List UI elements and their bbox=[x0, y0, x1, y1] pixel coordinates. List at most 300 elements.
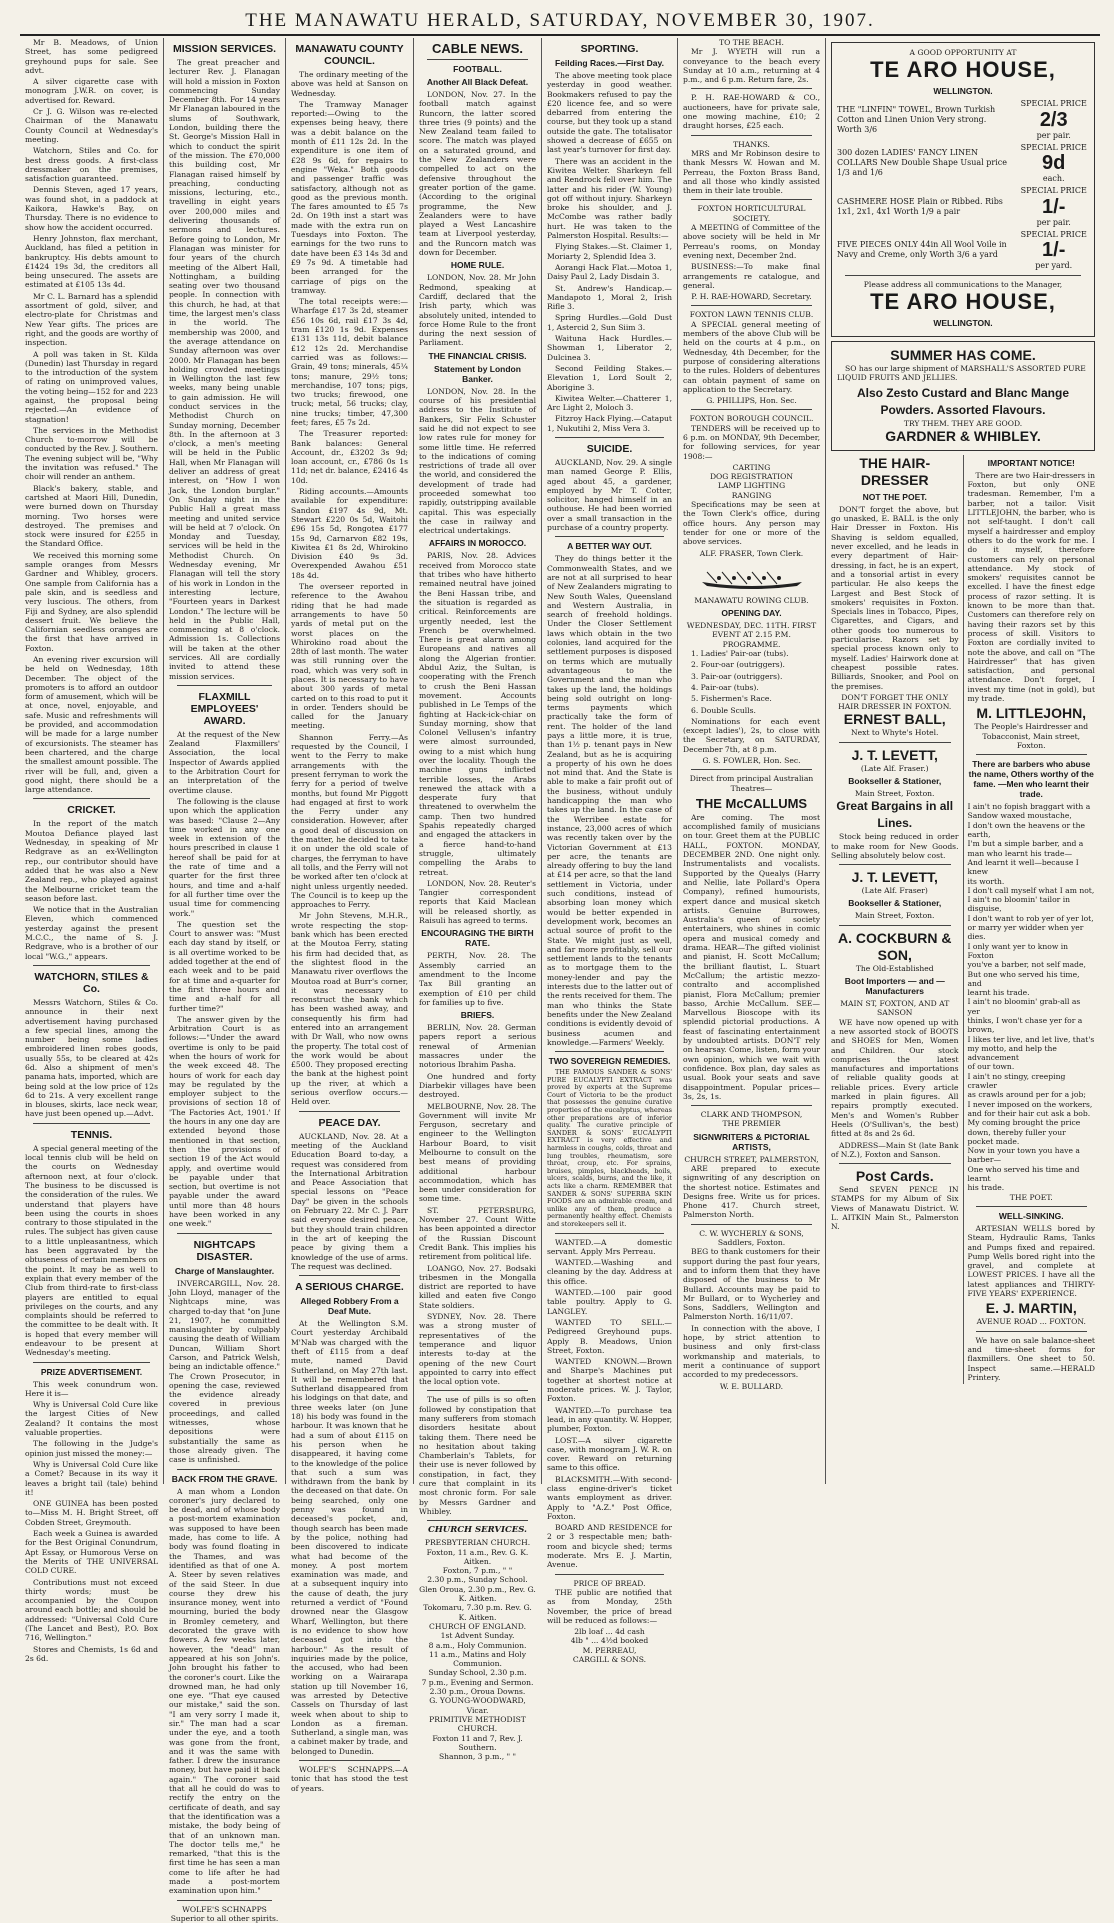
flaxmill-para: The question set the Court to answer was: "Must each day stand by itself, or is all overtime worked to be added together at the end of each week and to be paid for at time and a-quarter for the first three hours and time and a-half for all further time?" bbox=[169, 919, 280, 1013]
church-line: 2.30 p.m., Oroua Downs. bbox=[429, 1687, 526, 1697]
pills-para: The use of pills is so often followed by constipation that many sufferers from stomach disorders hesitate about taking them. There need be no hesitation about taking Chamberlain's Tablets, for their use is never followed by constipation, in fact, they cure that complaint in its most chronic form. For sale by Messrs Gardner and Whibley. bbox=[419, 1395, 536, 1516]
poem-line: I'm but a simple barber, and a bbox=[967, 839, 1084, 849]
divider bbox=[691, 769, 812, 770]
divider bbox=[177, 1233, 272, 1234]
sporting-para: Aorangi Hack Flat.—Motoa 1, Daisy Paul 2, Lady Disdain 3. bbox=[547, 262, 672, 282]
divider bbox=[555, 437, 664, 438]
borough-para: TENDERS will be received up to 6 p.m. on MONDAY, 9th December, for following services, for year 1908:— bbox=[683, 423, 820, 461]
classified-ad: WANTED.—Washing and cleaning by the day. Address at this office. bbox=[547, 1258, 672, 1286]
robbery-para: At the Wellington S.M. Court yesterday Archibald M'Nab was charged with the theft of £115 from a deaf mute, named David Sutherland, on May 27th last. It will be remembered that Sutherland disappeared from his lodgings on that date, and three weeks later (on June 18) his body was found in the harbour. It was known that he had a sum of about £115 on his person when he disappeared, it having come to the knowledge of the police that such a sum was withdrawn from the bank by the deceased on that date. On being searched, only one penny was found in deceased's pocket, and, though search has been made by the police, nothing had been discovered to indicate what had become of the money. A post mortem examination was made, and at a subsequent inquiry into the cause of death, the jury returned a verdict of "Found drowned near the Glasgow Wharf, Wellington, but there is no evidence to show how deceased got into the harbour." As the result of inquiries made by the police, the accused, who had been working on a Wairarapa station up till November 16, was arrested by Detective Cassels on Thursday of last week when about to ship to London as a fireman. Sutherland, a single man, was a cabinet maker by trade, and belonged to Dunedin. bbox=[291, 1319, 408, 1756]
divider bbox=[691, 1224, 812, 1225]
council-para: The Tramway Manager reported:—Owing to the expenses being heavy, there was a debit balance on the month of £11 12s 2d. In the expenditure is one item of £28 9s 6d, for repairs to engine "Weka." Both goods and passenger traffic was satisfactory, although not as good as the previous month. The fares amounted to £5 7s 2d. On 19th inst a start was made with the extra run on Tuesdays into Foxton. The earnings for the two runs to date have been £3 14s 3d and £9 7s 9d. A timetable had been arranged for the carriage of pigs on the tramway. bbox=[291, 99, 408, 295]
try-line: TRY THEM. THEY ARE GOOD. bbox=[903, 418, 1023, 428]
suicide-heading: SUICIDE. bbox=[586, 442, 633, 455]
price-label: SPECIAL PRICE bbox=[1020, 99, 1087, 109]
divider bbox=[299, 1760, 400, 1761]
cockburn-address-line: ADDRESS—Main St (late Bank of N.Z.), Foxton and Sanson. bbox=[831, 1140, 959, 1159]
clark-heading: CLARK AND THOMPSON, bbox=[700, 1110, 803, 1120]
prize-para: Why is Universal Cold Cure like a Comet? Because in its way it leaves a bright tail (tale) behind it! bbox=[25, 1459, 158, 1497]
price-unit: per pair. bbox=[1036, 217, 1071, 227]
horticultural-heading: FOXTON HORTICULTURAL SOCIETY. bbox=[697, 204, 806, 223]
flaxmill-para: The answer given by the Arbitration Court is as follows:—"Under the award overtime is only to be paid when the hours of work for the week exceed 48. The hours of work for each day may be regulated by the employer subject to the provisions of section 18 of 'The Factories Act, 1901.' If the hours in any one day are extended beyond those mentioned in that section, then the provisions of section 19 of the Act would apply, and overtime would be payable under that section, but overtime is not payable under the award until more than 48 hours have been worked in any one week." bbox=[169, 1014, 280, 1229]
local-para: A silver cigarette case with monogram J.W.R. on cover, is advertised for. Reward. bbox=[25, 77, 158, 105]
cockburn-para: WE have now opened up with a new assorted stock of BOOTS and SHOES for Men, Women and Children. Our stock comprises the latest manufactures and importations of reliable quality goods at reliable prices. Every article marked in plain figures. All repairs promptly executed. Men's and Women's Rubber Heels (O'Sullivan's, the best) fitted at 8s and 2s 6d. bbox=[831, 1017, 959, 1139]
poem-line: I don't call myself what I am not, bbox=[967, 885, 1095, 895]
church-line: Shannon, 3 p.m., " " bbox=[438, 1752, 517, 1762]
church-line: Sunday School, 2.30 p.m. bbox=[428, 1668, 527, 1678]
important-heading: IMPORTANT NOTICE! bbox=[987, 457, 1075, 468]
local-para: Henry Johnston, flax merchant, Auckland, has filed a petition in bankruptcy. His debts amount to £1424 19s 3d, the creditors all being unsecured. The assets are estimated at £105 13s 4d. bbox=[25, 233, 158, 290]
briefs-para: ST. PETERSBURG, November 27. Count Witte has been appointed a director of the Russian Discount Credit Bank. This implies his retirement from political life. bbox=[419, 1205, 536, 1262]
local-para: Cr J. G. Wilson was re-elected Chairman of the Manawatu County Council at Wednesday's meeting. bbox=[25, 107, 158, 144]
poem-signature: THE POET. bbox=[1009, 1192, 1053, 1202]
tennis-para: A special general meeting of the local tennis club will be held on the courts on Wednesday afternoon next, at four o'clock. The business to be discussed is the consideration of the rules. We understand that players have been using the courts in shoes contrary to those stipulated in the rules. The subject has given cause to a little unpleasantness, which has been aggravated by the obtuseness of certain members on the point. It may be as well to explain that every member of the Club from third-rate to first-class players are entitled to equal privileges on the courts, and any complaints should be referred to the committee to be dealt with. It is hoped that every member will endeavour to be present at Wednesday's meeting. bbox=[25, 1143, 159, 1358]
sporting-para: Fitzroy Hack Flying.—Cataput 1, Nukutihi 2, Miss Vera 3. bbox=[547, 414, 672, 433]
poem-line: pocket made. bbox=[967, 1136, 1020, 1146]
poem-line: But one who served his time, and bbox=[967, 969, 1080, 988]
birthrate-heading: ENCOURAGING THE BIRTH RATE. bbox=[421, 928, 534, 949]
divider bbox=[691, 305, 812, 306]
programme-item: 2. Four-oar (outriggers). bbox=[691, 660, 785, 670]
te-aro-item bbox=[837, 99, 1089, 140]
football-subheading: Another All Black Defeat. bbox=[426, 77, 529, 87]
divider bbox=[976, 1206, 1088, 1207]
divider bbox=[299, 1111, 400, 1112]
divider bbox=[839, 925, 951, 926]
poem-line: you've a barber, not self made, bbox=[967, 960, 1086, 970]
bullard-signature: W. E. BULLARD. bbox=[719, 1381, 784, 1391]
divider bbox=[33, 798, 150, 799]
programme-signature: G. S. FOWLER, Hon. Sec. bbox=[702, 756, 801, 765]
watchorn-para: Messrs Watchorn, Stiles & Co. announce in their next advertisement having purchased a few special lines, among the number being some ladies embroidered linen robes goods, usually 55s, to be cleared at 42s 6d. Also a shipment of men's panama hats, imported, which are being sold at the low price of 12s 6d to 21s. A very excellent range in blouses, skirts, lace neck wear, have just been opened up.—Advt. bbox=[25, 997, 158, 1119]
borough-service: LAMP LIGHTING bbox=[717, 481, 786, 491]
levett-trade-2: Bookseller & Stationer, bbox=[848, 898, 942, 909]
sporting-para: Flying Stakes.—St. Claimer 1, Moriarty 2, Splendid Idea 3. bbox=[547, 242, 672, 261]
price-unit: per pair. bbox=[1036, 130, 1071, 140]
feilding-subheading: Feilding Races.—First Day. bbox=[555, 58, 664, 68]
poem-line: down, thereby fuller your bbox=[967, 1127, 1066, 1137]
martin-address: AVENUE ROAD ... FOXTON. bbox=[976, 1317, 1086, 1327]
church-line: G. YOUNG-WOODWARD, Vicar. bbox=[429, 1696, 526, 1715]
divider bbox=[299, 1275, 400, 1276]
thanks-heading: THANKS. bbox=[733, 139, 770, 149]
mccallums-para: Are coming. The most accomplished family of musicians on tour. Greet them at the PUBLIC HALL, FOXTON. MONDAY, DECEMBER 2ND. One night only. Instrumentalists and vocalists. Supported by the Quealys (Harry and Nellie, late Pollard's Opera Company), refined humourists, expert dance and musical sketch artists. Genuine Burrowes, Australia's queen of society entertainers, who shines in comic opera and musical comedy and drama. HEAR—The gifted violinist and pianist, H. Scott McCallum; the brilliant flautist, L. Stuart McCallum; the artistic mezzo-contralto and accomplished pianist, Flora McCallum; premier basso, Archie McCallum. SEE—Marvellous Bioscope with its splendid pictorial productions. A feast of fascinating entertainment by undoubted artists. DON'T rely on hearsay. Come, listen, form your own opinion, which we wait with confidence. Box plan, day sales as usual. Book your seats and save disappointment. Popular prices—3s, 2s, 1s. bbox=[683, 812, 820, 1101]
church-line: Foxton, 11 a.m., Rev. G. K. Aitken. bbox=[426, 1547, 529, 1566]
price-unit: each. bbox=[1042, 174, 1065, 184]
poem-line: barber— bbox=[967, 1155, 1002, 1165]
important-para: There are two Hair-dressers in Foxton, but only ONE tradesman. Remember, I'm a barber, not a tailor. Visit LITTLEJOHN, the barber, who is not self-taught. I don't call myself a hairdresser and employ others to do the work for me. I do it myself, therefore customers can rely on personal attendance. My stock of smokers' requisites cannot be excelled. I have the finest edge process of razor setting. It is known to be more than that. Customers can therefore rely on having their razors set by this process of skill. Visitors to Foxton are cordially invited to note the above, and call on "The Hairdresser" that has given satisfaction, and personal attendance. Don't forget, I invest my time (not in gold), but my trade. bbox=[967, 470, 1095, 703]
divider bbox=[845, 275, 1081, 276]
column-7 bbox=[826, 38, 1100, 1484]
programme-item: 6. Double Sculls. bbox=[691, 705, 756, 715]
church-line: Foxton, 7 p.m., " " bbox=[442, 1566, 513, 1576]
programme-item: 3. Pair-oar (outriggers). bbox=[691, 671, 783, 681]
column-1 bbox=[20, 38, 164, 1663]
price-label: SPECIAL PRICE bbox=[1020, 230, 1087, 240]
borough-para: Specifications may be seen at the Town Clerk's office, during office hours. Any person may tender for one or more of the above services. bbox=[683, 500, 820, 547]
bread-price: 2lb loaf ... 4d cash bbox=[574, 1627, 645, 1637]
prize-para: Why is Universal Cold Cure like the largest Cities of New Zealand? It contains the most valuable properties. bbox=[25, 1400, 158, 1438]
lawn-heading: FOXTON LAWN TENNIS CLUB. bbox=[689, 310, 814, 320]
council-para: Shannon Ferry.—As requested by the Council, I went to the Ferry to make arrangements with the present ferryman to work the ferry for a period of twelve months, but found Mr Piggott had engaged at first to work the Ferry under any consideration. However, after a good deal of discussion on the matter, he decided to take it on under the old scale of charges, the ferryman to have all tolls, and the Ferry will not be worked after ten o'clock at night unless urgently needed. The Council is to keep up the approaches to Ferry. bbox=[291, 732, 408, 910]
grave-heading: BACK FROM THE GRAVE. bbox=[171, 1473, 278, 1484]
programme-item: 1. Ladies' Pair-oar (tubs). bbox=[691, 649, 789, 659]
poem-line: I ain't no bloomin' tailor in bbox=[967, 895, 1071, 905]
financial-subheading: Statement by London Banker. bbox=[434, 363, 521, 384]
prize-para: Stores and Chemists, 1s 6d and 2s 6d. bbox=[25, 1644, 158, 1663]
price-unit: per yard. bbox=[1035, 261, 1073, 271]
cockburn-address: MAIN ST, FOXTON, AND AT SANSON bbox=[840, 999, 950, 1018]
divider bbox=[177, 1469, 272, 1470]
poem-line: One who served his time and learnt bbox=[967, 1164, 1080, 1184]
beach-para: Mr J. WYETH will run a conveyance to the beach every Sunday at 10 a.m., returning at 4 p.m., and 6 p.m. Return fare, 2s. bbox=[683, 47, 820, 85]
sporting-heading: SPORTING. bbox=[580, 43, 639, 55]
levett-address-2: Main Street, Foxton. bbox=[855, 911, 935, 921]
zesto-line: Also Zesto Custard and Blanc Mange Powders. Assorted Flavours. bbox=[856, 385, 1070, 417]
classified-ad: WANTED KNOWN.—Brown and Sharpe's Machines put together at shortest notice at moderate prices. W. J. Taylor, Foxton. bbox=[547, 1357, 672, 1404]
divider bbox=[691, 409, 812, 410]
cricket-para: In the report of the match Moutoa Defiance played last Wednesday, in speaking of Mr Redgrave as an ex-Wellington rep., our contributor should have added that he was also a New Zealand rep., who played against the Melbourne cricket team the season before last. bbox=[25, 819, 158, 903]
te-aro-name-footer: TE ARO HOUSE, bbox=[870, 288, 1056, 314]
divider bbox=[33, 1123, 150, 1124]
divider bbox=[555, 1233, 664, 1234]
programme-item: 4. Pair-oar (tubs). bbox=[691, 682, 759, 692]
financial-heading: THE FINANCIAL CRISIS. bbox=[428, 350, 527, 361]
divider bbox=[839, 864, 951, 865]
robbery-heading: A SERIOUS CHARGE. bbox=[295, 1281, 404, 1294]
lower-left bbox=[831, 455, 964, 1384]
football-para: LONDON, Nov. 27. In the football match against Runcorn, the latter scored three tries (9 points) and the New Zealand team failed to score. The match was played on a saturated ground, and the New Zealanders were compelled to act on the defensive throughout the greater portion of the game. (According to the original programme, the New Zealanders were to have played a West Lancashire team at Liverpool yesterday, and the Runcorn match was down for December. bbox=[419, 90, 536, 258]
borough-service: CARTING bbox=[732, 462, 771, 472]
ball-name: ERNEST BALL, bbox=[843, 711, 946, 728]
lower-right bbox=[968, 455, 1096, 1384]
poem-line: his trade. bbox=[967, 1183, 1005, 1193]
te-aro-item bbox=[837, 143, 1089, 184]
te-aro-item-desc: THE "LINFIN" TOWEL, Brown Turkish Cotton and Linen Union Very strong. Worth 3/6 bbox=[837, 104, 996, 134]
morocco-para: LONDON, Nov. 28. Reuter's Tangier correspondent reports that Kaid Maclean will be released shortly, as Raisuli has agreed to terms. bbox=[419, 878, 536, 926]
peace-para: AUCKLAND, Nov. 28. At a meeting of the Auckland Education Board to-day, a request was considered from the International Arbitration and Peace Association that special lessons on "Peace Day" be given in the schools on February 22. Mr C. J. Parr said everyone desired peace, but they should train children in the art of keeping the peace by giving them a knowledge of the use of arms. The request was declined. bbox=[291, 1131, 408, 1271]
masthead: THE MANAWATU HERALD, SATURDAY, NOVEMBER 30, 1907. bbox=[20, 8, 1100, 36]
raehoward-para: P. H. RAE-HOWARD & CO., auctioneers, have for private sale, one mowing machine, £10; 2 draught horses, £25 each. bbox=[683, 93, 820, 131]
borough-service: RANGING bbox=[731, 490, 772, 500]
borough-heading: FOXTON BOROUGH COUNCIL. bbox=[689, 414, 814, 424]
church-heading: CHURCH SERVICES. bbox=[427, 1525, 528, 1536]
mission-heading: MISSION SERVICES. bbox=[172, 43, 277, 55]
remedies-heading: TWO SOVEREIGN REMEDIES. bbox=[548, 1056, 671, 1067]
thanks-para: MRS and Mr Robinson desire to thank Messrs W. Howan and M. Perreau, the Foxton Brass Band, and all those who kindly assisted them in their late trouble. bbox=[683, 148, 820, 196]
levett-bargains: Great Bargains in all Lines. bbox=[836, 799, 954, 831]
cockburn-sub: The Old-Established bbox=[855, 963, 934, 973]
summer-heading: SUMMER HAS COME. bbox=[890, 346, 1036, 363]
poem-line: Now in your town you have a bbox=[967, 1146, 1080, 1156]
bread-signature: CARGILL & SONS. bbox=[572, 1655, 647, 1665]
church-line: 2.30 p.m., Sunday School. bbox=[427, 1575, 528, 1585]
poem-line: I ain't no fopish braggart with a bbox=[967, 802, 1091, 812]
classified-ad: WANTED.—100 pair good table poultry. Apply to G. LANGLEY. bbox=[547, 1288, 672, 1316]
te-aro-item-price-box bbox=[1018, 143, 1089, 184]
briefs-para: One hundred and forty Diarbekir villages have been destroyed. bbox=[419, 1071, 536, 1100]
column-4 bbox=[414, 38, 542, 1762]
watchorn-heading: WATCHORN, STILES & Co. bbox=[34, 970, 149, 995]
prize-para: This week conundrum won. Here it is— bbox=[25, 1379, 158, 1398]
bullard-para: In connection with the above, I hope, by strict attention to business and only first-class workmanship and materials, to merit a continuance of support accorded to my predecessors. bbox=[683, 1323, 820, 1380]
bread-heading: PRICE OF BREAD. bbox=[573, 1578, 646, 1588]
nightcaps-para: INVERCARGILL, Nov. 28. John Lloyd, manager of the Nightcaps mine, was charged to-day that "on June 21, 1907, he committed manslaughter by culpably causing the death of William Duncan, William Short Carson, and Patrick Welsh, being an indictable offence." The Crown Prosecutor, in opening the case, reviewed the evidence already covered in previous proceedings, and called witnesses, whose depositions were substantially the same as those already given. The case is unfinished. bbox=[169, 1278, 280, 1465]
price-value: 9d bbox=[1042, 152, 1066, 175]
church-line: Foxton 11 and 7, Rev. J. Southern. bbox=[432, 1733, 523, 1752]
prize-heading: PRIZE ADVERTISEMENT. bbox=[40, 1366, 143, 1377]
poem-line: my motto, and help the advancement bbox=[967, 1043, 1057, 1063]
wycherly-heading: C. W. WYCHERLY & SONS, Saddlers, Foxton. bbox=[699, 1228, 804, 1248]
horticultural-para: A MEETING of Committee of the above society will be held in Mr Perreau's rooms, on Monday evening next, December 2nd. bbox=[683, 223, 820, 260]
ball-address: Next to Whyte's Hotel. bbox=[851, 728, 939, 738]
littlejohn-name: M. LITTLEJOHN, bbox=[976, 705, 1087, 722]
levett-name-2: J. T. LEVETT, bbox=[851, 869, 938, 886]
schnapps-ad: WOLFE'S SCHNAPPS bbox=[182, 1904, 267, 1914]
prize-para: Each week a Guinea is awarded for the Best Original Conundrum, Apt Essay, or Humorous Verse on the Merits of THE UNIVERSAL COLD CURE. bbox=[25, 1529, 158, 1576]
price-value: 1/- bbox=[1042, 239, 1066, 262]
lower-ads bbox=[831, 455, 1095, 1384]
local-para: The services in the Methodist Church to-morrow will be conducted by the Rev. J. Southern. The evening subject will be, "Why the invitation was refused." The choir will render an anthem. bbox=[25, 425, 158, 482]
poem-line: thinks, I won't chase yer for a bbox=[967, 1016, 1083, 1025]
briefs-para: SYDNEY, Nov. 28. There was a strong muster of representatives of the temperance and liquor interests to-day at the opening of the new Court appointed to carry into effect the local option vote. bbox=[419, 1312, 536, 1387]
hairdresser-sub: NOT THE POET. bbox=[862, 491, 927, 502]
levett-name: J. T. LEVETT, bbox=[851, 746, 938, 763]
poem-line: Sandow waxed moustache, bbox=[967, 811, 1072, 821]
sporting-para: Spring Hurdles.—Gold Dust 1, Astercid 2, Sun Siim 3. bbox=[547, 313, 672, 332]
wycherly-para: BEG to thank customers for their support during the past four years, and to inform them that they have disposed of the business to Mr Bullard. Accounts may be paid to Mr Bullard, or to Wycherley and Sons, Saddlers, Wellington and Palmerston North. 16/11/07. bbox=[683, 1247, 820, 1322]
poem-line: disguise, bbox=[967, 904, 1002, 914]
flaxmill-para: The following is the clause upon which the application was based: "Clause 2—Any time worked in any one week in extension of the hours prescribed in clause 1 hereof shall be paid for at the rate of time and a quarter for the first three hours, and time and a-half for all further time over the usual time for commencing work." bbox=[169, 796, 280, 918]
poem-line: And learnt it well—because I knew bbox=[967, 857, 1079, 877]
bread-para: THE public are notified that as from Monday, 25th November, the price of bread will be reduced as follows:— bbox=[547, 1587, 672, 1625]
classified-ad: LOST.—A silver cigarette case, with monogram J. W. R. on cover. Reward on returning same to this office. bbox=[547, 1435, 672, 1473]
summer-para: SO has our large shipment of MARSHALL'S ASSORTED PURE LIQUID FRUITS AND JELLIES. bbox=[837, 363, 1086, 383]
lawn-signature: G. PHILLIPS, Hon. Sec. bbox=[706, 396, 797, 406]
divider bbox=[33, 1362, 150, 1363]
poem-line: I only want yer to know in Foxton bbox=[967, 941, 1069, 960]
divider bbox=[427, 1520, 528, 1521]
column-6 bbox=[678, 38, 826, 1484]
sporting-para: Waituna Hack Hurdles.—Showman 1, Liberator 2, Dulcinea 3. bbox=[547, 334, 672, 362]
church-line: PRIMITIVE METHODIST CHURCH. bbox=[429, 1714, 526, 1734]
column-2 bbox=[164, 38, 286, 1923]
poem-line: I don't want to rob yer of yer lot, bbox=[967, 913, 1094, 923]
levett-trade: Bookseller & Stationer, bbox=[848, 775, 942, 786]
council-para: The total receipts were:—Wharfage £17 3s 2d, steamer £56 10s 6d, rail £17 3s 4d, tram £120 1s 9d. Expenses £131 13s 11d, debit balance £12 12s 2d. Merchandise carried was as follows:—Grain, 49 tons; minerals, 45¼ tons; manure, 29½ tons; merchandise, 107 tons; pigs, two trucks; firewood, one truck; metal, 56 trucks; clay, nine trucks; timber, 47,300 feet; fares, £5 7s 2d. bbox=[291, 297, 408, 427]
hairdresser-only: DON'T FORGET THE ONLY HAIR DRESSER IN FOXTON. bbox=[838, 692, 952, 712]
local-para: Dennis Steven, aged 17 years, was found shot, in a paddock at Kaikora, Hawke's Bay, on Thursday. There is no evidence to show how the accident occurred. bbox=[25, 185, 158, 232]
poem-line: My coming brought the price bbox=[967, 1118, 1081, 1128]
robbery-subheading: Alleged Robbery From a Deaf Mute. bbox=[300, 1296, 399, 1317]
horticultural-business: BUSINESS:—To make final arrangements re catalogue, and general. bbox=[683, 262, 820, 290]
grave-para: A man whom a London coroner's jury declared to be dead, and of whose body a post-mortem examination was supposed to have been made, has come to life. A body was found floating in the Thames, and was identified as that of one A. A. Steer by seven relatives of the said Steer. In due course they drew his insurance money, went into mourning, buried the body in Bromley cemetery, and decorated the grave with flowers. A few weeks later, however, the "dead" man appeared at his son John's. John brought his father to the coroner's court. Like the drowned man, he had only one eye. "That eye caused our mistake," said the son. "I am very sorry I made it, sir." The man had a scar under the eye, and a tooth was gone from the front, and it was the same with father. I drew the insurance money, but have paid it back again." The coroner said that all he could do was to rectify the entry on the certificate of death, and say that the identification was a mistake, the body being of that of an unknown man. The doctor tells me," he remarked, "that this is the first time he has seen a man come to life after he had made a post-mortem examination upon him." bbox=[169, 1486, 280, 1896]
divider bbox=[177, 685, 272, 686]
divider bbox=[976, 754, 1088, 755]
church-line: 1st Advent Sunday. bbox=[440, 1631, 515, 1641]
programme-item: 5. Fishermen's Race. bbox=[691, 694, 772, 704]
church-line: Tokomaru, 7.30 p.m. Rev. G. K. Aitken. bbox=[423, 1603, 532, 1622]
church-line: Glen Oroua, 2.30 p.m., Rev. G. K. Aitken. bbox=[419, 1584, 536, 1604]
council-heading: MANAWATU COUNTY COUNCIL. bbox=[295, 43, 404, 67]
poem-line: I ain't no stingy, creeping crawler bbox=[967, 1071, 1066, 1091]
column-5 bbox=[542, 38, 678, 1665]
opening-heading: OPENING DAY. bbox=[721, 608, 782, 619]
divider bbox=[691, 88, 812, 89]
te-aro-item-desc: CASHMERE HOSE Plain or Ribbed. Ribs 1x1, 2x1, 4x1 Worth 1/9 a pair bbox=[837, 196, 1003, 216]
te-aro-item-price-box bbox=[1018, 99, 1089, 140]
council-para: Mr John Stevens, M.H.R., wrote respecting the stop-bank which has been erected at the Moutoa Ferry, stating his firm had decided that, as the slightest flood in the Manawatu river overflows the Moutoa road at Burr's corner, it was necessary to reconstruct the bank which has been washed away, and consequently his firm had entered into an arrangement with Dr Wall, who now owns the property. The total cost of the work would be about £500. They proposed erecting the bank at the highest point up the river, at which a serious overflow occurs.—Held over. bbox=[291, 911, 408, 1107]
morocco-para: PARIS, Nov. 28. Advices received from Morocco state that tribes who have hitherto remained neutral have joined the Beni Hassan tribe, and the situation is regarded as critical. Reinforcements are urgently needed, lest the French be overwhelmed. There is great alarm among Europeans and natives all along the Algerian frontier. Abdul Aziz, the Sultan, is cooperating with the French to crush the Beni Hassan movement. Accounts published in Le Temps of the fighting at Hack-ick-chiar on Sunday morning, show that Colonel Vellusen's infantry were almost surrounded, owing to a mist which hung over the locality. Though the machine guns inflicted terrible losses, the Arabs renewed the attack with a desperate fury that threatened to overwhelm the camp. Then two hundred Spahis repeatedly charged and engaged the attackers in a fierce hand-to-hand struggle, ultimately compelling the Arabs to retreat. bbox=[419, 551, 536, 877]
briefs-para: MELBOURNE, Nov. 28. The Government will invite Mr Ferguson, secretary and engineer to the Wellington Harbour Board, to visit Melbourne to consult on the best means of providing additional harbour accommodation, which has been under consideration for some time. bbox=[419, 1101, 536, 1204]
price-value: 2/3 bbox=[1039, 108, 1068, 131]
te-aro-city: WELLINGTON. bbox=[933, 86, 993, 97]
te-aro-city-footer: WELLINGTON. bbox=[933, 317, 993, 328]
summer-ad bbox=[831, 341, 1095, 451]
mission-para: The great preacher and lecturer Rev. J. Flanagan will hold a mission in Foxton commencing Sunday December 8th. For 14 years Mr Flanagan laboured in the slums of Southwark, London, building there the St. George's Mission Hall in which to conduct the spirit of the mission. The £70,000 this building cost, Mr Flanagan raised himself by preaching, conducting missions, lecturing, etc., travelling in eight years over 200,000 miles and delivering thousands of sermons and lectures. Before going to London, Mr Flanagan was minister for four years of the church meeting of the Albert Hall, Nottingham, a building seating over two thousand people. In connection with this church, he had, at that time, the largest men's class in the world. The membership was 2000, and the average attendance on Sunday afternoon was over 2000. Mr Flanagan has been holding crowded meetings in Wellington the last few weeks, many being unable to gain admission. He will conduct services in the Methodist Church on Sunday morning, December 8th. In the afternoon at 3 o'clock, a men's meeting will be held in the Public Hall, when Mr Flanagan will deliver an address of great interest, on "How I won Jack, the London burglar." On Sunday night in the Public Hall a great mass meeting and united service will be held at 7 o'clock. On Monday and Tuesday, services will be held in the Methodist Church. On Wednesday evening, Mr Flanagan will tell the story of his work in London in the interesting lecture, "Fourteen years in Darkest London." The lecture will be held in the Public Hall, commencing at 8 o'clock. Admission 1s. Collections will be taken at the other services. All are cordially invited to attend these mission services. bbox=[169, 58, 281, 681]
football-heading: FOOTBALL. bbox=[453, 64, 502, 74]
church-line: 7 p.m., Evening and Sermon. bbox=[421, 1677, 534, 1687]
classified-ad: BOARD AND RESIDENCE for 2 or 3 respectable men; bath-room and bicycle shed; terms moderate. Mrs E. J. Martin, Avenue. bbox=[547, 1523, 672, 1570]
church-line: CHURCH OF ENGLAND. bbox=[429, 1621, 526, 1631]
poem-line: of our town. bbox=[967, 1062, 1015, 1072]
poem-line: I likes ter live, and let live, that's bbox=[967, 1034, 1095, 1044]
beach-heading: TO THE BEACH. bbox=[719, 38, 784, 47]
borough-signature: ALF. FRASER, Town Clerk. bbox=[699, 548, 804, 558]
lawn-para: A SPECIAL general meeting of members of the above Club will be held on the courts at 4 p.m., on Wednesday, 4th December, for the purpose of considering alterations to the rules. Holders of debentures can obtain payment of same on application to the Secretary. bbox=[683, 319, 820, 394]
hairdresser-heading: THE HAIR-DRESSER bbox=[859, 454, 931, 488]
mccallums-pre: Direct from principal Australian Theatres— bbox=[689, 774, 814, 793]
local-para: A poll was taken in St. Kilda (Dunedin) last Thursday in regard to the introduction of the system of rating on unimproved values, the voting being—152 for and 223 against, the proposal being rejected.—An evidence of stagnation! bbox=[25, 349, 158, 424]
divider bbox=[555, 1051, 664, 1052]
council-para: The Treasurer reported: Bank balances: General Account, dr., £3202 3s 9d; loan account, cr., £786 0s 1s 11d; net dr. balance, £2416 4s 10d. bbox=[291, 429, 408, 485]
sporting-para: Kiwitea Welter.—Chatterer 1, Arc Light 2, Moloch 3. bbox=[547, 393, 672, 413]
cable-heading: CABLE NEWS. bbox=[432, 41, 523, 56]
church-line: 8 a.m., Holy Communion. bbox=[428, 1640, 527, 1650]
divider bbox=[839, 742, 951, 743]
divider bbox=[691, 199, 812, 200]
column-3 bbox=[286, 38, 414, 1793]
bread-price: 4lb " ... 4½d booked bbox=[570, 1636, 649, 1646]
nightcaps-subheading: Charge of Manslaughter. bbox=[174, 1265, 275, 1276]
cockburn-trade: Boot Importers — and — Manufacturers bbox=[844, 976, 945, 997]
gardner-name: GARDNER & WHIBLEY. bbox=[885, 427, 1041, 444]
classified-ad: BLACKSMITH.—With second-class engine-driver's ticket wants employment as driver. Apply to "A.Z." Post Office, Foxton. bbox=[547, 1474, 672, 1521]
levett-late: (Late Alf. Fraser.) bbox=[860, 763, 929, 773]
poem-line: man who learnt his trade— bbox=[967, 848, 1073, 858]
balance-para: We have on sale balance-sheet and time-sheet forms for flaxmillers. One sheet to 50. Inspect same.—HERALD Printery. bbox=[967, 1335, 1095, 1382]
local-para: Mr C. L. Barnard has a splendid assortment of gold, silver, and electro-plate for Christmas and New Year gifts. The prices are right, and the goods are worthy of inspection. bbox=[25, 291, 158, 348]
rowing-boat-illustration bbox=[697, 562, 807, 592]
church-line: 11 a.m., Matins and Holy Communion. bbox=[428, 1649, 527, 1669]
divider bbox=[177, 1900, 272, 1901]
peace-heading: PEACE DAY. bbox=[318, 1116, 381, 1129]
better-heading: A BETTER WAY OUT. bbox=[567, 541, 652, 552]
flaxmill-para: At the request of the New Zealand Flaxmillers' Association, the local Inspector of Awards applied to the Arbitration Court for an interpretation of the overtime clause. bbox=[169, 729, 280, 795]
te-aro-intro: A GOOD OPPORTUNITY AT bbox=[909, 48, 1017, 57]
prize-para: Contributions must not exceed thirty words; must be accompanied by the Coupon around each bottle; and should be addressed: "Universal Cold Cure (The Lancet and Best), P.O. Box 716, Wellington." bbox=[25, 1577, 158, 1643]
programme-heading: PROGRAMME. bbox=[722, 639, 781, 649]
poem-line: as crawls around per for a job; bbox=[967, 1090, 1086, 1100]
cricket-para: We notice that in the Australian Eleven, which commenced yesterday against the present M.C.C., the name of S. J. Redgrave, who is a brother of our local "W.G.," appears. bbox=[25, 905, 158, 961]
clark-para: ARE prepared to execute signwriting of any description on the shortest notice. Estimates and Designs free. Write us for prices. Phone 417. Church street, Palmerston North. bbox=[683, 1163, 820, 1220]
bread-signature: M. PERREAU, bbox=[582, 1645, 637, 1655]
levett-late-2: (Late Alf. Fraser) bbox=[861, 886, 928, 896]
martin-name: E. J. MARTIN, bbox=[985, 1300, 1077, 1317]
poem-line: brown, bbox=[967, 1025, 995, 1035]
poem-line: earth, bbox=[967, 830, 991, 840]
price-value: 1/- bbox=[1042, 195, 1066, 218]
morocco-heading: AFFAIRS IN MOROCCO. bbox=[428, 538, 527, 549]
price-label: SPECIAL PRICE bbox=[1020, 142, 1087, 152]
te-aro-name: TE ARO HOUSE, bbox=[870, 57, 1056, 83]
mccallums-heading: THE McCALLUMS bbox=[695, 795, 808, 811]
classified-ad: WANTED.—To purchase tea lead, in any quantity. W. Hopper, plumber, Foxton. bbox=[547, 1405, 672, 1434]
te-aro-item-desc: 300 dozen LADIES' FANCY LINEN COLLARS New Double Shape Usual price 1/3 and 1/6 bbox=[837, 148, 1007, 178]
sinking-heading: WELL-SINKING. bbox=[998, 1210, 1064, 1221]
prize-para: ONE GUINEA has been posted to—Miss M. H. Bright Street, off Cobden Street, Greymouth. bbox=[25, 1499, 158, 1527]
programme-para: Nominations for each event (except ladies'), 2s, to close with the Secretary, on SATURDAY, December 7th, at 8 p.m. bbox=[683, 716, 820, 754]
divider bbox=[691, 1105, 812, 1106]
sinking-para: ARTESIAN WELLS bored by Steam, Hydraulic Rams, Tanks and Pumps fixed and repaired. Pump Wells bored right into the gravel, and complete at LOWEST PRICES. I have all the latest appliances and THIRTY-FIVE YEARS' EXPERIENCE. bbox=[967, 1223, 1095, 1299]
poem-line: its worth. bbox=[967, 876, 1005, 886]
te-aro-item bbox=[837, 230, 1089, 271]
sporting-para: Second Feilding Stakes.—Elevation 1, Lord Soult 2, Aborigine 3. bbox=[547, 363, 672, 392]
borough-service: DOG REGISTRATION bbox=[709, 472, 794, 482]
nightcaps-heading: NIGHTCAPS DISASTER. bbox=[193, 1238, 256, 1263]
better-para: They do things better it the Commonwealth States, and we are not at all surprised to hear of New Zealanders migrating to New South Wales, Queensland and Western Australia, in search of freehold holdings. Under the Closer Settlement laws which obtain in the two colonies, land acquired for the settlement purposes is disposed on terms which are mutually advantageous to the Government and the man who takes up the land, the holdings being sold outright on long-terms payments which practically take the form of rent. The holder of the land pays a little more, it is true, than 1½ p. tenant pays in New Zealand, but as he is acquiring a property of his own he does not mind that. And the State is able to make a fair profit out of the business, without unduly handicapping the man who takes up the land. In the case of the Werribee estate for instance, 23,000 acres of which was recently taken over by the Victorian Government at £13 per acre, the tenants are already offering to buy the land at £14 per acre, so that the land settlement in Victoria, under such conditions, instead of absorbing loan money which would be better expended in development work, becomes an actual source of profit to the State. We might just as well, and far more profitably, sell our settlement lands to the tenants as to mortgage them to the money-lender and pay the interests due to the latter out of the rents received for them. The man who thinks the State benefits under the New Zealand conditions is evidently devoid of business acumen and knowledge.—Farmers' Weekly. bbox=[547, 554, 672, 1047]
littlejohn-sub: The People's Hairdresser and Tobacconist, Main street, Foxton. bbox=[974, 722, 1089, 750]
briefs-para: LOANGO, Nov. 27. Bodsaki tribesmen in the Mongalla district are reported to have killed and eaten five Congo State soldiers. bbox=[419, 1263, 536, 1310]
te-aro-item bbox=[837, 186, 1089, 227]
clark-address: CHURCH STREET, PALMERSTON, bbox=[684, 1154, 819, 1164]
schnapps-line: WOLFE'S SCHNAPPS.—A tonic that has stood the test of years. bbox=[291, 1765, 408, 1793]
horticultural-signature: P. H. RAE-HOWARD, Secretary. bbox=[691, 292, 812, 302]
local-para: We received this morning some sample oranges from Messrs Gardner and Whibley, grocers. One sample from California has a pale skin, and is seedless and very luscious. The others, from Fiji and Sydney, are also splendid dessert fruit. We believe the Californian seedless oranges are the first that have arrived in Foxton. bbox=[25, 550, 158, 653]
council-para: Riding accounts.—Amounts available for expenditure: Sandon £197 4s 9d, Mt. Stewart £220 0s 5d, Waitohi £96 15s 5d, Rongotea £177 15s 9d, Carnarvon £82 19s, Kiwitea £1 8s 2d, Whirokino Division £40 9s 3d. Overexpended Awahou £51 18s 4d. bbox=[291, 487, 408, 580]
remedies-para: THE FAMOUS SANDER & SONS' PURE EUCALYPTI EXTRACT was proved by experts at the Supreme Court of Victoria to be the product that possesses the genuine curative properties of the eucalyptus, whereas other preparations are of inferior quality. The curative principle of SANDER & SONS' EUCALYPTI EXTRACT is very effective and harmless in coughs, colds, throat and lung troubles, rheumatism, sore throat, croup, etc. For sprains, bruises, pimples, blackheads, boils, ulcers, scalds, burns, and the like, it acts like a charm. REMEMBER that SANDER & SONS' SUPERBA SKIN FOODS are an admirable cream, and unlike any of them, produce a permanently healthy effect. Chemists and storekeepers sell it. bbox=[547, 1068, 672, 1228]
divider bbox=[427, 1390, 528, 1391]
birthrate-para: PERTH, Nov. 28. The Assembly carried an amendment to the Income Tax Bill granting an exemption of £10 per child for families up to five. bbox=[419, 951, 536, 1007]
briefs-heading: BRIEFS. bbox=[460, 1010, 495, 1021]
abuse-heading: There are barbers who abuse the name, Others worthy of the fame. —Men who learnt their trade. bbox=[968, 759, 1094, 800]
divider bbox=[555, 1574, 664, 1575]
financial-para: LONDON, Nov. 28. In the course of his presidential address to the Institute of Bankers, Sir Felix Schuster said he did not expect to see low rates rule for money for some little time. He referred to the indications of coming restrictions of trade all over the world, and considered the development of trade had proceeded somewhat too rapidly, outstripping available capital. This was especially the case in railway and electrical undertakings. bbox=[419, 386, 536, 536]
local-para: An evening river excursion will be held on Wednesday, 18th December. The object of the promoters is to afford an outdoor form of amusement, which will be at once, novel, enjoyable, and safe. Music and refreshments will be provided, and accommodation will be made for a large number of excursionists. The steamer has been chartered, and the charge the smallest amount possible. The river will be full, and, given a good night, there should be a large attendance. bbox=[25, 655, 158, 795]
homerule-para: LONDON, Nov. 28. Mr John Redmond, speaking at Cardiff, declared that the Irish party, which was absolutely united, intended to force Home Rule to the front during the next session of Parliament. bbox=[419, 273, 536, 348]
levett-address: Main Street, Foxton. bbox=[855, 788, 935, 798]
poem-line: or marry yer widder when yer bbox=[967, 923, 1084, 933]
rowing-heading: MANAWATU ROWING CLUB. bbox=[694, 595, 809, 605]
divider bbox=[427, 59, 528, 60]
te-aro-footer: Please address all communications to the Manager, bbox=[863, 279, 1063, 289]
church-line: PRESBYTERIAN CHURCH. bbox=[424, 1538, 531, 1548]
opening-para: WEDNESDAY, DEC. 11TH. FIRST EVENT AT 2.15 P.M. bbox=[686, 621, 817, 640]
price-label: SPECIAL PRICE bbox=[1020, 186, 1087, 196]
clark-trade: SIGNWRITERS & PICTORIAL ARTISTS, bbox=[693, 1131, 810, 1152]
local-para: Watchorn, Stiles and Co. for best dress goods. A first-class dressmaker on the premises, satisfaction guaranteed. bbox=[25, 146, 158, 184]
poem-line: I don't own the heavens or the bbox=[967, 820, 1085, 830]
briefs-para: BERLIN, Nov. 28. German papers report a serious renewal of Armenian massacres under the notorious Ibrahim Pasha. bbox=[419, 1023, 536, 1070]
postcards-para: Send SEVEN PENCE IN STAMPS for my Album of Six Views of Manawatu District. W. L. AITKIN Main St., Palmerston N. bbox=[831, 1185, 959, 1232]
tennis-heading: TENNIS. bbox=[70, 1128, 113, 1141]
poem-line: dies. bbox=[967, 932, 986, 942]
clark-sub: THE PREMIER bbox=[722, 1119, 781, 1129]
poem-line: I ain't no bloomin' grab-all as yer bbox=[967, 997, 1081, 1016]
poem bbox=[968, 802, 1096, 1192]
te-aro-item-price-box bbox=[1018, 230, 1089, 271]
poem-line: learnt his trade. bbox=[967, 988, 1030, 998]
